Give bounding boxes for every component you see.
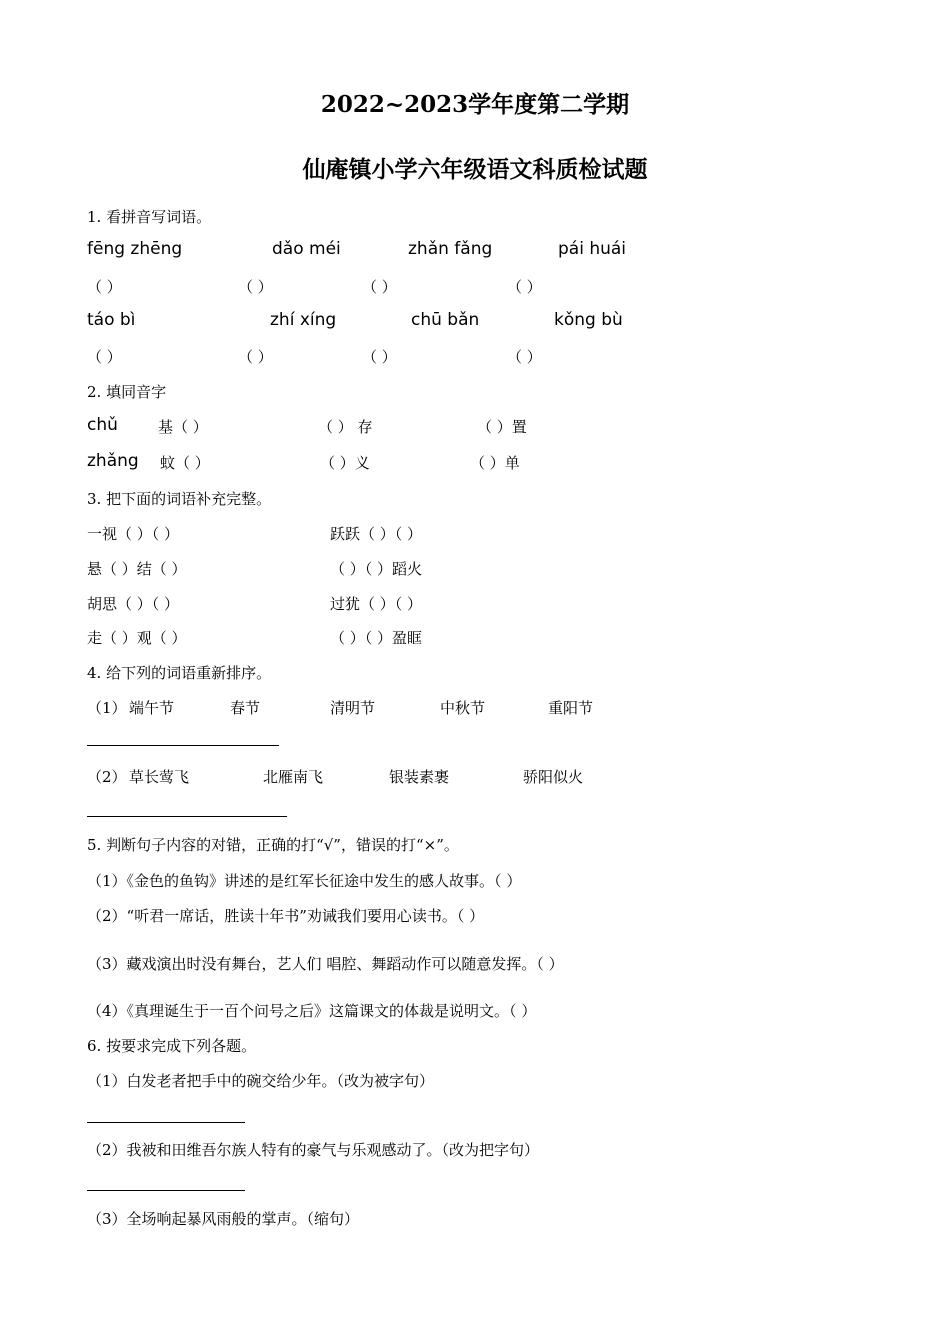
answer-blank[interactable]: （ ） <box>507 278 542 296</box>
q3-idiom[interactable]: 跃跃（ ）（ ） <box>330 525 423 543</box>
q5-item[interactable]: （2）“听君一席话，胜读十年书”劝诫我们要用心读书。（ ） <box>87 907 485 925</box>
q5-heading: 5. 判断句子内容的对错，正确的打“√”，错误的打“×”。 <box>87 836 459 854</box>
q2-item[interactable]: （ ）单 <box>470 454 520 472</box>
q1-pinyin: zhǎn fǎng <box>408 239 493 259</box>
answer-blank[interactable]: （ ） <box>362 278 397 296</box>
q3-idiom[interactable]: 一视（ ）（ ） <box>87 525 180 543</box>
q2-heading: 2. 填同音字 <box>87 383 167 401</box>
q4-word: 骄阳似火 <box>523 768 584 786</box>
q2-pinyin: chǔ <box>87 415 118 435</box>
q3-heading: 3. 把下面的词语补充完整。 <box>87 490 272 508</box>
q1-pinyin: zhí xíng <box>270 310 337 330</box>
q1-pinyin: kǒng bù <box>554 310 623 330</box>
q3-idiom[interactable]: 走（ ）观（ ） <box>87 629 187 647</box>
q6-item: （2）我被和田维吾尔族人特有的豪气与乐观感动了。（改为把字句） <box>87 1141 540 1159</box>
answer-blank[interactable]: （ ） <box>362 348 397 366</box>
q5-item[interactable]: （3）藏戏演出时没有舞台，艺人们 唱腔、舞蹈动作可以随意发挥。（ ） <box>87 955 564 973</box>
q2-pinyin: zhǎng <box>87 451 139 471</box>
q1-pinyin: dǎo méi <box>272 239 341 259</box>
q4-label: （1） <box>87 699 127 717</box>
q4-word: 银装素裹 <box>389 768 450 786</box>
answer-line[interactable] <box>87 816 287 817</box>
q4-label: （2） <box>87 768 127 786</box>
title-term: 2022~2023学年度第二学期 <box>320 91 630 118</box>
q4-word: 春节 <box>230 699 261 717</box>
q5-item[interactable]: （4）《真理诞生于一百个问号之后》这篇课文的体裁是说明文。（ ） <box>87 1002 537 1020</box>
q4-heading: 4. 给下列的词语重新排序。 <box>87 664 272 682</box>
q6-item: （1）白发老者把手中的碗交给少年。（改为被字句） <box>87 1072 435 1090</box>
q3-idiom[interactable]: 过犹（ ）（ ） <box>330 595 423 613</box>
answer-blank[interactable]: （ ） <box>238 348 273 366</box>
q1-heading: 1. 看拼音写词语。 <box>87 208 212 226</box>
q1-pinyin: fēng zhēng <box>87 239 183 259</box>
q5-item[interactable]: （1）《金色的鱼钩》讲述的是红军长征途中发生的感人故事。（ ） <box>87 872 522 890</box>
answer-blank[interactable]: （ ） <box>87 278 122 296</box>
q4-word: 中秋节 <box>440 699 486 717</box>
q2-item[interactable]: 蚊（ ） <box>160 454 210 472</box>
q1-pinyin: pái huái <box>558 239 627 259</box>
q2-item[interactable]: （ ）义 <box>320 454 370 472</box>
title-exam: 仙庵镇小学六年级语文科质检试题 <box>302 156 648 183</box>
answer-blank[interactable]: （ ） <box>507 348 542 366</box>
answer-line[interactable] <box>87 1190 245 1191</box>
answer-blank[interactable]: （ ） <box>238 278 273 296</box>
q2-item[interactable]: 基（ ） <box>158 418 208 436</box>
q2-item[interactable]: （ ） 存 <box>318 418 373 436</box>
q4-word: 端午节 <box>129 699 175 717</box>
answer-line[interactable] <box>87 745 279 746</box>
q1-pinyin: táo bì <box>87 310 136 330</box>
q2-item[interactable]: （ ）置 <box>477 418 527 436</box>
q4-word: 草长莺飞 <box>129 768 190 786</box>
q1-pinyin: chū bǎn <box>411 310 480 330</box>
q4-word: 重阳节 <box>548 699 594 717</box>
q3-idiom[interactable]: （ ）（ ）蹈火 <box>330 560 423 578</box>
q3-idiom[interactable]: 胡思（ ）（ ） <box>87 595 180 613</box>
q4-word: 清明节 <box>330 699 376 717</box>
q4-word: 北雁南飞 <box>263 768 324 786</box>
q6-heading: 6. 按要求完成下列各题。 <box>87 1037 257 1055</box>
answer-line[interactable] <box>87 1122 245 1123</box>
q6-item: （3）全场响起暴风雨般的掌声。（缩句） <box>87 1210 360 1228</box>
q3-idiom[interactable]: 悬（ ）结（ ） <box>87 560 187 578</box>
answer-blank[interactable]: （ ） <box>87 348 122 366</box>
q3-idiom[interactable]: （ ）（ ）盈眶 <box>330 629 423 647</box>
